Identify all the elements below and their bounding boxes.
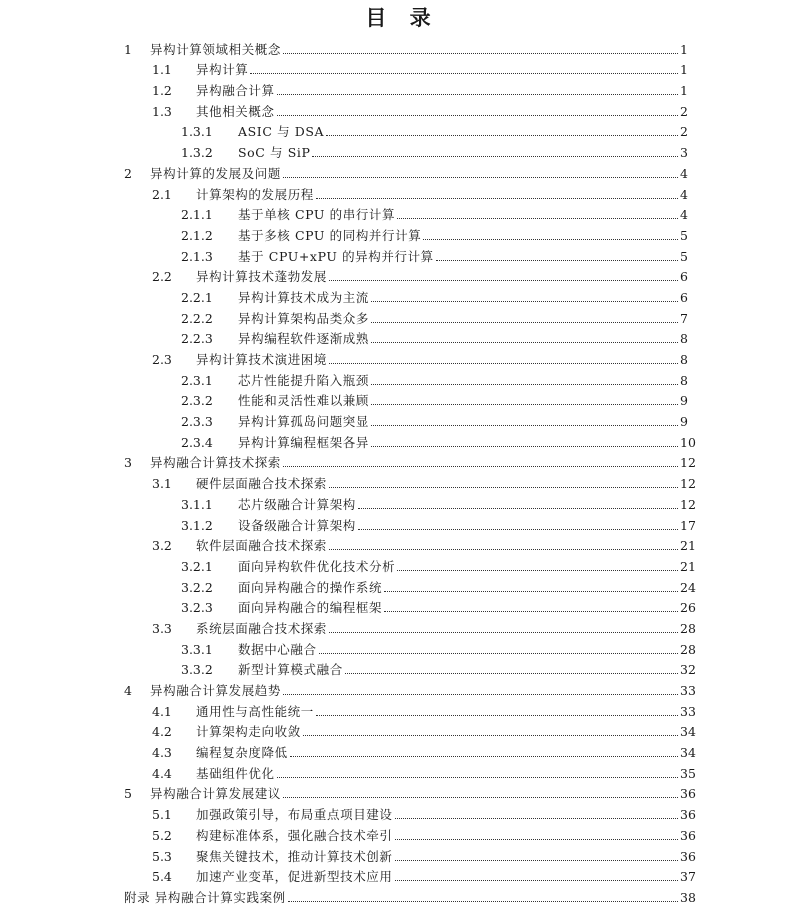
toc-entry-number: 2.2.2 bbox=[181, 310, 213, 326]
dot-leader bbox=[277, 777, 678, 778]
toc-entry-title-wrap bbox=[150, 42, 680, 57]
toc-entry-page-number: 8 bbox=[680, 352, 688, 367]
toc-entry-title-wrap bbox=[196, 352, 680, 367]
toc-entry-title-wrap bbox=[238, 662, 680, 677]
toc-entry[interactable] bbox=[0, 100, 804, 121]
toc-entry[interactable] bbox=[0, 679, 804, 700]
toc-entry-page-number: 12 bbox=[680, 496, 696, 512]
toc-entry-title: 面向异构融合的编程框架 bbox=[238, 600, 383, 616]
toc-entry-number: 3 bbox=[124, 455, 132, 471]
toc-entry[interactable] bbox=[0, 535, 804, 556]
toc-entry-title: 面向异构融合的操作系统 bbox=[238, 579, 383, 595]
dot-leader bbox=[329, 363, 678, 364]
toc-entry-title: 构建标准体系，强化融合技术牵引 bbox=[196, 827, 393, 843]
toc-entry-title-wrap bbox=[196, 476, 680, 491]
toc-entry-title-wrap bbox=[238, 228, 680, 243]
toc-entry-number: 2.1.3 bbox=[181, 248, 213, 264]
toc-entry-number: 2.3 bbox=[152, 352, 172, 367]
toc-entry-title-wrap bbox=[196, 828, 680, 843]
toc-entry-page-number: 3 bbox=[680, 145, 688, 161]
toc-entry-number: 3.3.1 bbox=[181, 641, 213, 657]
toc-entry-title: SoC 与 SiP bbox=[238, 145, 311, 161]
toc-entry[interactable] bbox=[0, 638, 804, 659]
toc-entry[interactable] bbox=[0, 741, 804, 762]
toc-entry-number: 4.1 bbox=[152, 703, 172, 719]
toc-entry[interactable] bbox=[0, 762, 804, 783]
dot-leader bbox=[371, 425, 678, 426]
toc-entry-title: 计算架构的发展历程 bbox=[196, 186, 314, 202]
toc-entry-title: 异构融合计算 bbox=[196, 83, 275, 99]
toc-entry-number: 2.1 bbox=[152, 186, 172, 202]
toc-entry-number: 2.2.3 bbox=[181, 331, 213, 347]
toc-entry-title-wrap bbox=[196, 104, 680, 119]
toc-entry-page-number: 17 bbox=[680, 517, 696, 533]
toc-entry[interactable] bbox=[0, 555, 804, 576]
toc-entry[interactable] bbox=[0, 266, 804, 287]
toc-entry-title: 异构计算孤岛问题突显 bbox=[238, 414, 370, 430]
toc-entry-page-number: 34 bbox=[680, 724, 696, 740]
toc-entry[interactable] bbox=[0, 659, 804, 680]
dot-leader bbox=[371, 301, 678, 302]
toc-entry-number: 1.1 bbox=[152, 62, 172, 78]
toc-entry-page-number: 1 bbox=[680, 83, 688, 99]
toc-entry-title: 聚焦关键技术，推动计算技术创新 bbox=[196, 848, 393, 864]
dot-leader bbox=[316, 715, 678, 716]
toc-entry-title-wrap bbox=[238, 414, 680, 429]
toc-entry-title: 系统层面融合技术探索 bbox=[196, 620, 328, 636]
toc-entry-title: 芯片级融合计算架构 bbox=[238, 496, 356, 512]
toc-entry-page-number: 1 bbox=[680, 41, 688, 57]
dot-leader bbox=[371, 446, 678, 447]
toc-entry[interactable] bbox=[0, 576, 804, 597]
toc-entry[interactable] bbox=[0, 431, 804, 452]
toc-entry-number: 5 bbox=[124, 786, 132, 802]
toc-entry-page-number: 34 bbox=[680, 745, 696, 761]
toc-entry[interactable] bbox=[0, 183, 804, 204]
toc-entry[interactable] bbox=[0, 224, 804, 245]
dot-leader bbox=[283, 694, 678, 695]
toc-entry-page-number: 8 bbox=[680, 372, 688, 388]
toc-entry-page-number: 2 bbox=[680, 124, 688, 140]
toc-entry[interactable] bbox=[0, 79, 804, 100]
toc-entry[interactable] bbox=[0, 597, 804, 618]
toc-entry-title-wrap bbox=[196, 869, 680, 884]
toc-entry-title-wrap bbox=[238, 642, 680, 657]
toc-entry-number: 2.3.3 bbox=[181, 414, 213, 430]
toc-entry[interactable] bbox=[0, 472, 804, 493]
toc-entry[interactable] bbox=[0, 307, 804, 328]
dot-leader bbox=[358, 508, 678, 509]
dot-leader bbox=[277, 115, 678, 116]
toc-entry-number: 4.4 bbox=[152, 765, 172, 781]
toc-entry[interactable] bbox=[0, 514, 804, 535]
toc-entry[interactable] bbox=[0, 59, 804, 80]
toc-entry-title-wrap bbox=[238, 290, 680, 305]
toc-entry-number: 5.1 bbox=[152, 807, 172, 823]
toc-entry-title: 异构计算技术成为主流 bbox=[238, 289, 370, 305]
toc-entry-title: 新型计算模式融合 bbox=[238, 662, 343, 678]
toc-entry-page-number: 4 bbox=[680, 186, 688, 202]
toc-entry-page-number: 36 bbox=[680, 827, 696, 843]
toc-entry-page-number: 12 bbox=[680, 476, 696, 492]
dot-leader bbox=[329, 280, 678, 281]
toc-entry-title-wrap bbox=[196, 724, 680, 739]
toc-entry-number: 5.4 bbox=[152, 869, 172, 885]
toc-entry-title: 附录 异构融合计算实践案例 bbox=[124, 889, 286, 905]
toc-entry-title: 性能和灵活性难以兼顾 bbox=[238, 393, 370, 409]
toc-entry-title: 加速产业变革，促进新型技术应用 bbox=[196, 869, 393, 885]
toc-entry-title: 软件层面融合技术探索 bbox=[196, 538, 328, 554]
toc-entry[interactable] bbox=[0, 245, 804, 266]
toc-entry-title: 异构融合计算技术探索 bbox=[150, 455, 282, 471]
toc-entry-title-wrap bbox=[238, 207, 680, 222]
dot-leader bbox=[358, 529, 678, 530]
toc-entry-page-number: 2 bbox=[680, 103, 688, 119]
toc-entry-title-wrap bbox=[238, 145, 680, 160]
toc-entry-number: 1 bbox=[124, 41, 132, 57]
dot-leader bbox=[290, 756, 678, 757]
toc-entry-number: 2.3.2 bbox=[181, 393, 213, 409]
toc-entry-number: 3.3.2 bbox=[181, 662, 213, 678]
toc-entry-number: 5.3 bbox=[152, 848, 172, 864]
toc-entry-page-number: 6 bbox=[680, 269, 688, 285]
toc-entry[interactable] bbox=[0, 824, 804, 845]
toc-entry-page-number: 12 bbox=[680, 455, 696, 471]
toc-entry[interactable] bbox=[0, 700, 804, 721]
toc-entry-page-number: 37 bbox=[680, 869, 696, 885]
toc-entry-page-number: 21 bbox=[680, 538, 696, 554]
dot-leader bbox=[384, 591, 678, 592]
toc-entry-title: 异构计算 bbox=[196, 62, 249, 78]
toc-entry-title-wrap bbox=[196, 807, 680, 822]
toc-entry-number: 3.2.2 bbox=[181, 579, 213, 595]
toc-entry[interactable] bbox=[0, 845, 804, 866]
toc-entry-title-wrap bbox=[196, 766, 680, 781]
toc-entry[interactable] bbox=[0, 38, 804, 59]
toc-entry-title: 通用性与高性能统一 bbox=[196, 703, 314, 719]
dot-leader bbox=[319, 653, 678, 654]
dot-leader bbox=[329, 487, 678, 488]
toc-entry-title-wrap bbox=[196, 621, 680, 636]
toc-entry-title: 异构融合计算发展趋势 bbox=[150, 683, 282, 698]
toc-entry-title-wrap bbox=[196, 538, 680, 553]
toc-entry-title-wrap bbox=[150, 683, 680, 698]
toc-entry[interactable] bbox=[0, 452, 804, 473]
dot-leader bbox=[395, 839, 678, 840]
toc-entry-title: 面向异构软件优化技术分析 bbox=[238, 558, 396, 574]
table-of-contents bbox=[0, 38, 804, 907]
dot-leader bbox=[397, 218, 678, 219]
toc-entry-title-wrap bbox=[150, 786, 680, 801]
toc-entry-title: 其他相关概念 bbox=[196, 103, 275, 119]
toc-entry[interactable] bbox=[0, 410, 804, 431]
toc-entry-number: 3.1.2 bbox=[181, 517, 213, 533]
toc-entry-title-wrap bbox=[196, 187, 680, 202]
toc-entry-title-wrap bbox=[196, 704, 680, 719]
toc-entry-number: 3.2.1 bbox=[181, 558, 213, 574]
toc-entry-title-wrap bbox=[238, 497, 680, 512]
dot-leader bbox=[303, 735, 678, 736]
toc-entry[interactable] bbox=[0, 866, 804, 887]
toc-entry-title: 基于单核 CPU 的串行计算 bbox=[238, 207, 396, 223]
toc-entry-title-wrap bbox=[196, 62, 680, 77]
toc-entry-page-number: 38 bbox=[680, 889, 696, 905]
toc-entry-title-wrap bbox=[124, 890, 680, 905]
toc-entry-page-number: 5 bbox=[680, 248, 688, 264]
dot-leader bbox=[288, 901, 678, 902]
toc-entry-title-wrap bbox=[238, 600, 680, 615]
toc-entry-title: 加强政策引导，布局重点项目建设 bbox=[196, 807, 393, 823]
toc-entry-title: 异构融合计算发展建议 bbox=[150, 786, 282, 802]
toc-entry-page-number: 35 bbox=[680, 765, 696, 781]
toc-entry-title: 基础组件优化 bbox=[196, 765, 275, 781]
dot-leader bbox=[283, 466, 678, 467]
dot-leader bbox=[316, 198, 678, 199]
toc-entry-title-wrap bbox=[238, 580, 680, 595]
toc-entry-title-wrap bbox=[196, 269, 680, 284]
toc-entry-title-wrap bbox=[150, 455, 680, 470]
dot-leader bbox=[436, 260, 678, 261]
toc-entry-number: 3.3 bbox=[152, 620, 172, 636]
toc-entry[interactable] bbox=[0, 141, 804, 162]
toc-entry-title-wrap bbox=[238, 373, 680, 388]
dot-leader bbox=[283, 53, 678, 54]
toc-entry-title: 基于 CPU+xPU 的异构并行计算 bbox=[238, 248, 434, 264]
toc-entry-number: 2.1.1 bbox=[181, 207, 213, 223]
toc-entry-title-wrap bbox=[238, 331, 680, 346]
dot-leader bbox=[395, 880, 678, 881]
toc-entry-page-number: 33 bbox=[680, 683, 696, 698]
toc-entry[interactable] bbox=[0, 803, 804, 824]
toc-entry-number: 3.1 bbox=[152, 476, 172, 492]
toc-entry-title: 异构计算技术演进困境 bbox=[196, 352, 328, 367]
toc-entry[interactable] bbox=[0, 783, 804, 804]
dot-leader bbox=[329, 549, 678, 550]
toc-entry-number: 2.3.1 bbox=[181, 372, 213, 388]
toc-entry-page-number: 5 bbox=[680, 227, 688, 243]
toc-entry-page-number: 7 bbox=[680, 310, 688, 326]
toc-entry[interactable] bbox=[0, 369, 804, 390]
toc-entry-title-wrap bbox=[238, 559, 680, 574]
toc-entry-title-wrap bbox=[196, 83, 680, 98]
toc-entry-title-wrap bbox=[238, 393, 680, 408]
dot-leader bbox=[312, 156, 678, 157]
toc-entry-page-number: 26 bbox=[680, 600, 696, 616]
toc-entry-title-wrap bbox=[196, 745, 680, 760]
toc-entry[interactable] bbox=[0, 886, 804, 907]
toc-entry-title: 异构计算技术蓬勃发展 bbox=[196, 269, 328, 285]
toc-entry-title-wrap bbox=[150, 166, 680, 181]
dot-leader bbox=[345, 673, 678, 674]
toc-entry-number: 1.3.1 bbox=[181, 124, 213, 140]
toc-entry-number: 4 bbox=[124, 683, 132, 698]
toc-entry-title-wrap bbox=[196, 849, 680, 864]
toc-entry-number: 2.3.4 bbox=[181, 434, 213, 450]
page-title: 目 录 bbox=[365, 6, 439, 30]
toc-entry-number: 2.2 bbox=[152, 269, 172, 285]
toc-entry-page-number: 33 bbox=[680, 703, 696, 719]
toc-entry-number: 4.3 bbox=[152, 745, 172, 761]
toc-entry-page-number: 4 bbox=[680, 165, 688, 181]
dot-leader bbox=[371, 384, 678, 385]
toc-entry[interactable] bbox=[0, 493, 804, 514]
toc-entry-number: 3.2 bbox=[152, 538, 172, 554]
toc-entry-title: 异构计算编程框架各异 bbox=[238, 434, 370, 450]
toc-entry-page-number: 24 bbox=[680, 579, 696, 595]
toc-entry-page-number: 28 bbox=[680, 620, 696, 636]
toc-entry-title: 基于多核 CPU 的同构并行计算 bbox=[238, 227, 422, 243]
toc-entry[interactable] bbox=[0, 390, 804, 411]
toc-entry-title: 芯片性能提升陷入瓶颈 bbox=[238, 372, 370, 388]
toc-entry-page-number: 9 bbox=[680, 393, 688, 409]
toc-entry-number: 1.3.2 bbox=[181, 145, 213, 161]
toc-entry-page-number: 32 bbox=[680, 662, 696, 678]
toc-entry-page-number: 36 bbox=[680, 807, 696, 823]
toc-entry-title-wrap bbox=[238, 249, 680, 264]
toc-entry[interactable] bbox=[0, 286, 804, 307]
dot-leader bbox=[329, 632, 678, 633]
toc-entry-number: 2.2.1 bbox=[181, 289, 213, 305]
toc-entry-page-number: 28 bbox=[680, 641, 696, 657]
dot-leader bbox=[423, 239, 678, 240]
dot-leader bbox=[397, 570, 678, 571]
dot-leader bbox=[250, 73, 678, 74]
dot-leader bbox=[277, 94, 678, 95]
toc-entry-title: 异构计算架构品类众多 bbox=[238, 310, 370, 326]
toc-entry-page-number: 1 bbox=[680, 62, 688, 78]
dot-leader bbox=[371, 322, 678, 323]
toc-entry[interactable] bbox=[0, 204, 804, 225]
toc-entry[interactable] bbox=[0, 121, 804, 142]
dot-leader bbox=[384, 611, 678, 612]
dot-leader bbox=[371, 342, 678, 343]
toc-entry-page-number: 8 bbox=[680, 331, 688, 347]
toc-entry-title-wrap bbox=[238, 518, 680, 533]
toc-entry-title-wrap bbox=[238, 311, 680, 326]
toc-entry-number: 4.2 bbox=[152, 724, 172, 740]
toc-entry-page-number: 6 bbox=[680, 289, 688, 305]
toc-entry[interactable] bbox=[0, 328, 804, 349]
toc-entry-number: 1.3 bbox=[152, 103, 172, 119]
toc-entry[interactable] bbox=[0, 617, 804, 638]
toc-entry-page-number: 21 bbox=[680, 558, 696, 574]
toc-entry-page-number: 9 bbox=[680, 414, 688, 430]
toc-entry-page-number: 36 bbox=[680, 848, 696, 864]
dot-leader bbox=[395, 860, 678, 861]
dot-leader bbox=[371, 404, 678, 405]
toc-entry-number: 2.1.2 bbox=[181, 227, 213, 243]
dot-leader bbox=[283, 797, 678, 798]
toc-entry-title: 异构编程软件逐渐成熟 bbox=[238, 331, 370, 347]
toc-entry-number: 2 bbox=[124, 165, 132, 181]
toc-entry-title-wrap bbox=[238, 435, 680, 450]
toc-entry-page-number: 36 bbox=[680, 786, 696, 802]
toc-entry-title-wrap bbox=[238, 124, 680, 139]
toc-entry[interactable] bbox=[0, 721, 804, 742]
toc-entry-page-number: 10 bbox=[680, 434, 696, 450]
toc-entry-number: 3.2.3 bbox=[181, 600, 213, 616]
toc-entry[interactable] bbox=[0, 348, 804, 369]
toc-entry-title: 硬件层面融合技术探索 bbox=[196, 476, 328, 492]
dot-leader bbox=[326, 135, 678, 136]
dot-leader bbox=[395, 818, 678, 819]
toc-entry-page-number: 4 bbox=[680, 207, 688, 223]
toc-entry-number: 1.2 bbox=[152, 83, 172, 99]
toc-entry-title: 异构计算领域相关概念 bbox=[150, 41, 282, 57]
toc-entry-title: 设备级融合计算架构 bbox=[238, 517, 356, 533]
toc-entry[interactable] bbox=[0, 162, 804, 183]
toc-entry-title: 计算架构走向收敛 bbox=[196, 724, 301, 740]
toc-entry-title: 异构计算的发展及问题 bbox=[150, 165, 282, 181]
toc-entry-number: 3.1.1 bbox=[181, 496, 213, 512]
toc-entry-number: 5.2 bbox=[152, 827, 172, 843]
toc-entry-title: 编程复杂度降低 bbox=[196, 745, 288, 761]
dot-leader bbox=[283, 177, 678, 178]
toc-entry-title: ASIC 与 DSA bbox=[238, 124, 325, 140]
toc-entry-title: 数据中心融合 bbox=[238, 641, 317, 657]
